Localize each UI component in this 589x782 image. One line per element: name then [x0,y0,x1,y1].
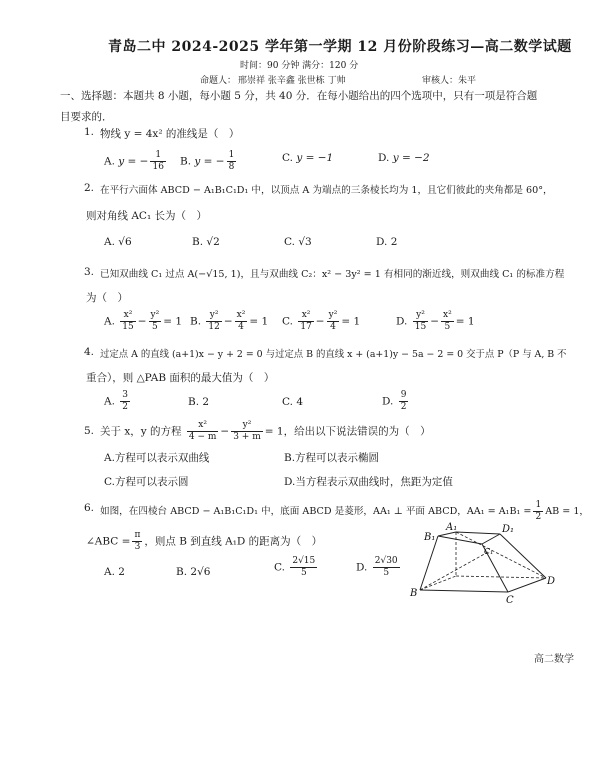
q6-number: 6. [84,502,95,514]
q5-option-a: A.方程可以表示双曲线 [104,452,210,464]
q6-stem-line2: ∠ABC = $\frac{\pi}{3}$ ，则点 B 到直线 A₁D 的距离为（ ） [86,530,323,552]
authors-label: 命题人： [200,76,237,86]
q3-number: 3. [84,266,95,278]
time-info: 时间：90 分钟 满分：120 分 [240,61,359,71]
page-title: 青岛二中 2024-2025 学年第一学期 12 月份阶段练习—高二数学试题 [108,39,572,55]
q4-stem: 过定点 A 的直线 (a+1)x − y + 2 = 0 与过定点 B 的直线 x + (a+1)y − 5a − 2 = 0 交于点 P（P 与 A, B 不 [100,349,567,360]
q4-number: 4. [84,346,95,358]
edge-d1-c1 [482,534,500,544]
q4-option-d: D. $\frac{9}{2}$ [382,390,407,412]
q6-option-c: C. $\frac{2√15}{5}$ [274,556,316,578]
q2-number: 2. [84,182,95,194]
q3-stem-line2: 为（ ） [86,292,128,304]
q3-option-c: C. $\frac{\text{x²}}{17}$ − $\frac{\text{y²}}{4}$ = 1 [282,310,361,332]
q4-option-c: C. 4 [282,396,304,408]
edge-d1-d [500,534,546,578]
q5-option-b: B.方程可以表示椭圆 [284,452,380,464]
q5-stem: 关于 x，y 的方程 $\frac{\text{x²}}{4 - m}$ − $\frac{\text{y²}}{3 + m}$ = 1，给出以下说法错误的为（ ） [100,420,431,442]
q4-stem-line2: 重合），则 △PAB 面积的最大值为（ ） [86,372,275,384]
label-d: D [547,576,556,587]
q1-option-d: D. y = −2 [378,152,430,164]
q3-option-d: D. $\frac{\text{y²}}{15}$ − $\frac{\text{x²}}{5}$ = 1 [396,310,475,332]
q1-option-c: C. y = −1 [282,152,334,164]
q3-option-b: B. $\frac{\text{y²}}{12}$ − $\frac{\text{x²}}{4}$ = 1 [190,310,269,332]
q5-number: 5. [84,425,95,437]
q5-option-d: D.当方程表示双曲线时，焦距为定值 [284,476,453,488]
label-a1: A₁ [446,522,458,533]
q1-option-a: A. y = − $\frac{1}{16}$ [104,150,164,172]
label-d1: D₁ [502,524,515,535]
q2-option-c: C. √3 [284,236,312,248]
q1-number: 1. [84,126,95,138]
q1-stem: 物线 y = 4x² 的准线是（ ） [100,128,240,140]
edge-b-a [420,576,456,590]
reviewer: 审核人：朱平 [422,76,477,86]
edge-c-d [508,578,546,592]
label-c: C [506,595,514,606]
q6-option-d: D. $\frac{2√30}{5}$ [356,556,398,578]
label-c1: C₁ [484,547,494,556]
q3-stem: 已知双曲线 C₁ 过点 A(−√15, 1)，且与双曲线 C₂：x² − 3y² = 1 有相同的渐近线，则双曲线 C₁ 的标准方程 [100,269,565,280]
edge-a-d [456,576,546,578]
q1-option-b: B. y = − $\frac{1}{8}$ [180,150,235,172]
q2-option-d: D. 2 [376,236,398,248]
q4-option-b: B. 2 [188,396,210,408]
q2-stem-line2: 则对角线 AC₁ 长为（ ） [86,210,208,222]
label-b1: B₁ [424,532,436,543]
label-b: B [410,588,418,599]
q2-stem: 在平行六面体 ABCD − A₁B₁C₁D₁ 中，以顶点 A 为端点的三条棱长均为 1，且它们彼此的夹角都是 60°， [100,185,553,196]
q5-option-c: C.方程可以表示圆 [104,476,189,488]
frustum-diagram [408,520,558,604]
edge-c1-b1 [438,536,482,544]
line-a1-d [456,532,546,578]
q2-option-a: A. √6 [104,236,132,248]
q3-option-a: A. $\frac{\text{x²}}{15}$ − $\frac{\text{y²}}{5}$ = 1 [104,310,183,332]
line-b-perp [420,552,488,590]
edge-a1-d1 [456,532,500,534]
page-footer: 高二数学 [534,654,574,665]
section-heading: 一、选择题：本题共 8 小题，每小题 5 分，共 40 分．在每小题给出的四个选项中，只有一项是符合题目要求的． [60,90,538,123]
edge-b-c [420,590,508,592]
authors: 邢崇祥 张辛鑫 张世栋 丁帅 [238,76,346,86]
q6-stem: 如图，在四棱台 ABCD − A₁B₁C₁D₁ 中，底面 ABCD 是菱形，AA₁ ⊥ 平面 ABCD，AA₁ = A₁B₁ = $\frac{1}{2}$ AB = 1， [100,500,589,522]
q2-option-b: B. √2 [192,236,220,248]
q6-option-b: B. 2√6 [176,566,211,578]
q4-option-a: A. $\frac{3}{2}$ [104,390,128,412]
q6-option-a: A. 2 [104,566,125,578]
